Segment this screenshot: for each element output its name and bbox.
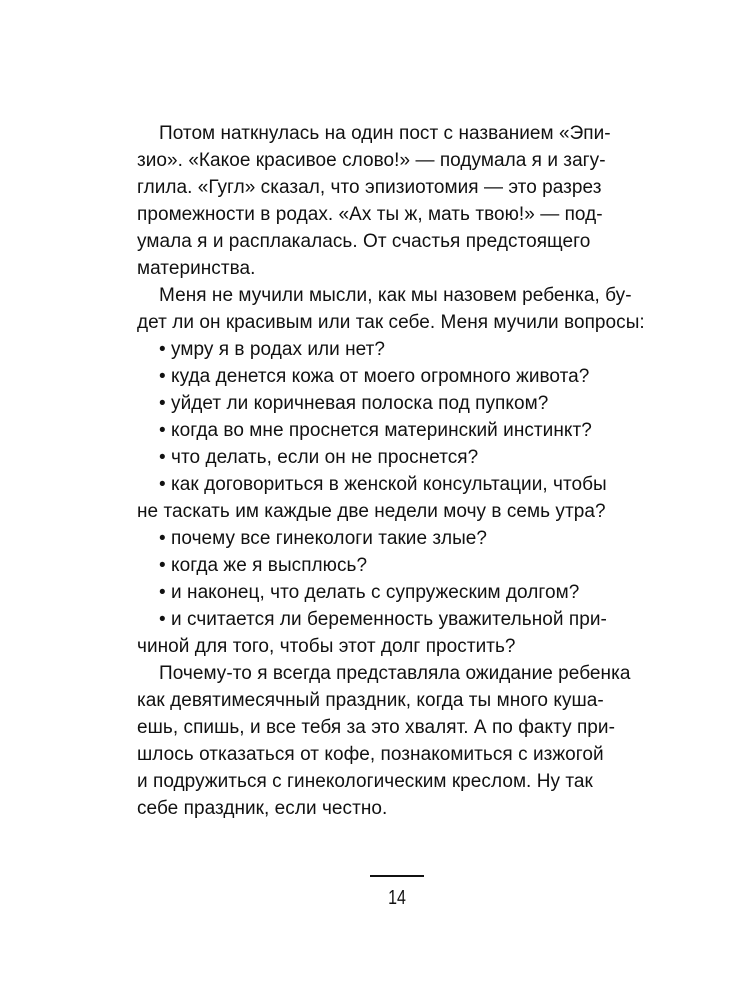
body-text [137,120,657,822]
list-item: • как договориться в женской консультации, чтобы [159,474,607,495]
list-item: • куда денется кожа от моего огромного живота? [159,366,590,387]
page-number-rule [370,875,424,877]
text-line: Меня не мучили мысли, как мы назовем ребенка, бу- [159,285,632,306]
text-line: себе праздник, если честно. [137,798,388,819]
page-number: 14 [388,887,406,909]
text-line: и подружиться с гинекологическим креслом. Ну так [137,771,593,792]
list-item: • умру я в родах или нет? [159,339,386,360]
text-line: умала я и расплакалась. От счастья предстоящего [137,231,591,252]
text-line: ешь, спишь, и все тебя за это хвалят. А по факту при- [137,717,615,738]
list-item: • и считается ли беременность уважительной при- [159,609,607,630]
list-item: • когда во мне проснется материнский инстинкт? [159,420,592,441]
text-line: глила. «Гугл» сказал, что эпизиотомия — это разрез [137,177,602,198]
text-line: Потом наткнулась на один пост с названием «Эпи- [159,123,611,144]
list-item: • уйдет ли коричневая полоска под пупком? [159,393,549,414]
list-item: • почему все гинекологи такие злые? [159,528,488,549]
list-item: • и наконец, что делать с супружеским долгом? [159,582,580,603]
list-item: • когда же я высплюсь? [159,555,368,576]
text-line: материнства. [137,258,256,279]
list-item-continuation: не таскать им каждые две недели мочу в семь утра? [137,501,606,522]
text-line: Почему-то я всегда представляла ожидание ребенка [159,663,631,684]
list-item: • что делать, если он не проснется? [159,447,479,468]
text-line: как девятимесячный праздник, когда ты много куша- [137,690,604,711]
text-line: дет ли он красивым или так себе. Меня мучили вопросы: [137,312,645,333]
text-line: зио». «Какое красивое слово!» — подумала я и загу- [137,150,606,171]
list-item-continuation: чиной для того, чтобы этот долг простить? [137,636,516,657]
text-line: промежности в родах. «Ах ты ж, мать твою!» — под- [137,204,603,225]
text-line: шлось отказаться от кофе, познакомиться с изжогой [137,744,604,765]
